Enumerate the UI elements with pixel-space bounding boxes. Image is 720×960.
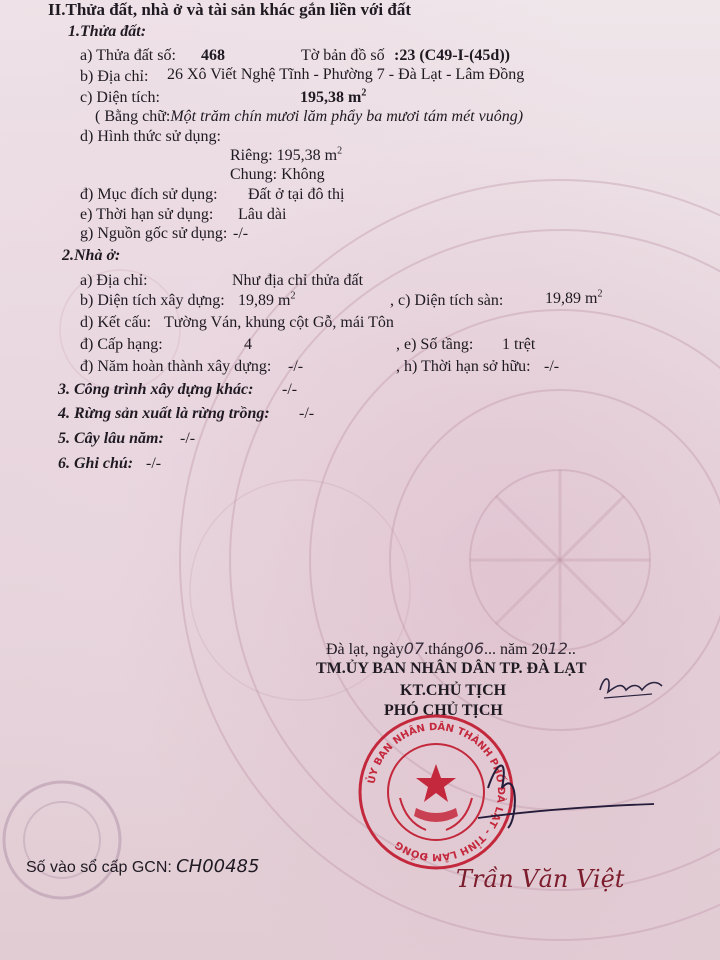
origin-label: g) Nguồn gốc sử dụng: <box>80 225 228 242</box>
parcel-number: 468 <box>201 47 225 64</box>
house-address: Như địa chỉ thửa đất <box>232 272 364 289</box>
house-structure: Tường Ván, khung cột Gỗ, mái Tôn <box>164 314 394 331</box>
perennial-trees-label: 5. Cây lâu năm: <box>58 430 164 447</box>
floor-area: 19,89 $m^2$ <box>545 288 603 307</box>
land-term: Lâu dài <box>238 206 287 223</box>
private-usage: Riêng: 195,38 $m^2$ <box>230 145 343 164</box>
shared-usage: Chung: Không <box>230 166 325 183</box>
place-date: Đà lạt, ngày07.tháng06... năm 2012.. <box>326 639 576 658</box>
house-grade: 4 <box>244 336 252 353</box>
map-label: Tờ bản đồ số <box>301 47 385 64</box>
house-floors: 1 trệt <box>502 336 536 353</box>
grade-label: đ) Cấp hạng: <box>80 336 163 353</box>
land-purpose: Đất ở tại đô thị <box>248 186 345 203</box>
built-area: 19,89 $m^2$ <box>238 290 296 309</box>
land-address: 26 Xô Viết Nghệ Tĩnh - Phường 7 - Đà Lạt - Lâm Đồng <box>167 66 525 83</box>
planted-forest-value: -/- <box>299 405 315 422</box>
ownership-term: -/- <box>544 358 560 375</box>
land-heading: 1.Thửa đất: <box>68 23 147 40</box>
stamp-text: ỦY BAN NHÂN DÂN THÀNH PHỐ ĐÀ LẠT - TỈNH LÂM ĐỒNG <box>366 721 507 863</box>
built-area-label: b) Diện tích xây dựng: <box>80 292 225 309</box>
parcel-label: a) Thửa đất số: <box>80 47 176 64</box>
map-number: :23 (C49-I-(45d)) <box>394 47 510 64</box>
other-construction-value: -/- <box>282 381 298 398</box>
area-in-words: ( Bằng chữ:Một trăm chín mươi lăm phẩy ba mươi tám mét vuông) <box>95 108 524 125</box>
area-label: c) Diện tích: <box>80 89 160 106</box>
position-line-2: PHÓ CHỦ TỊCH <box>384 702 503 719</box>
land-area: 195,38 $m^2$ <box>300 87 367 106</box>
house-address-label: a) Địa chỉ: <box>80 272 148 289</box>
handwritten-signature <box>478 748 658 838</box>
other-construction-label: 3. Công trình xây dựng khác: <box>58 381 254 398</box>
floor-area-label: , c) Diện tích sàn: <box>390 292 504 309</box>
issuing-authority: TM.ỦY BAN NHÂN DÂN TP. ĐÀ LẠT <box>316 660 587 677</box>
house-heading: 2.Nhà ở: <box>62 247 121 264</box>
ownership-term-label: , h) Thời hạn sở hữu: <box>396 358 531 375</box>
floors-label: , e) Số tầng: <box>396 336 474 353</box>
faded-seal <box>0 775 140 905</box>
serial-number: Số vào sổ cấp GCN: CH00485 <box>26 856 260 877</box>
purpose-label: đ) Mục đích sử dụng: <box>80 186 218 203</box>
term-label: e) Thời hạn sử dụng: <box>80 206 214 223</box>
notes-value: -/- <box>146 455 162 472</box>
notes-label: 6. Ghi chú: <box>58 455 134 472</box>
planted-forest-label: 4. Rừng sản xuất là rừng trồng: <box>58 405 270 422</box>
perennial-trees-value: -/- <box>180 430 196 447</box>
completion-year: -/- <box>288 358 304 375</box>
land-origin: -/- <box>233 225 249 242</box>
structure-label: d) Kết cấu: <box>80 314 152 331</box>
usage-form-label: d) Hình thức sử dụng: <box>80 128 221 145</box>
section-title: II.Thửa đất, nhà ở và tài sản khác gắn liền với đất <box>48 0 411 19</box>
position-line-1: KT.CHỦ TỊCH <box>400 682 507 699</box>
initials-signature <box>590 668 670 704</box>
address-label: b) Địa chỉ: <box>80 68 149 85</box>
completion-label: đ) Năm hoàn thành xây dựng: <box>80 358 272 375</box>
signer-name: Trần Văn Việt <box>456 865 625 893</box>
